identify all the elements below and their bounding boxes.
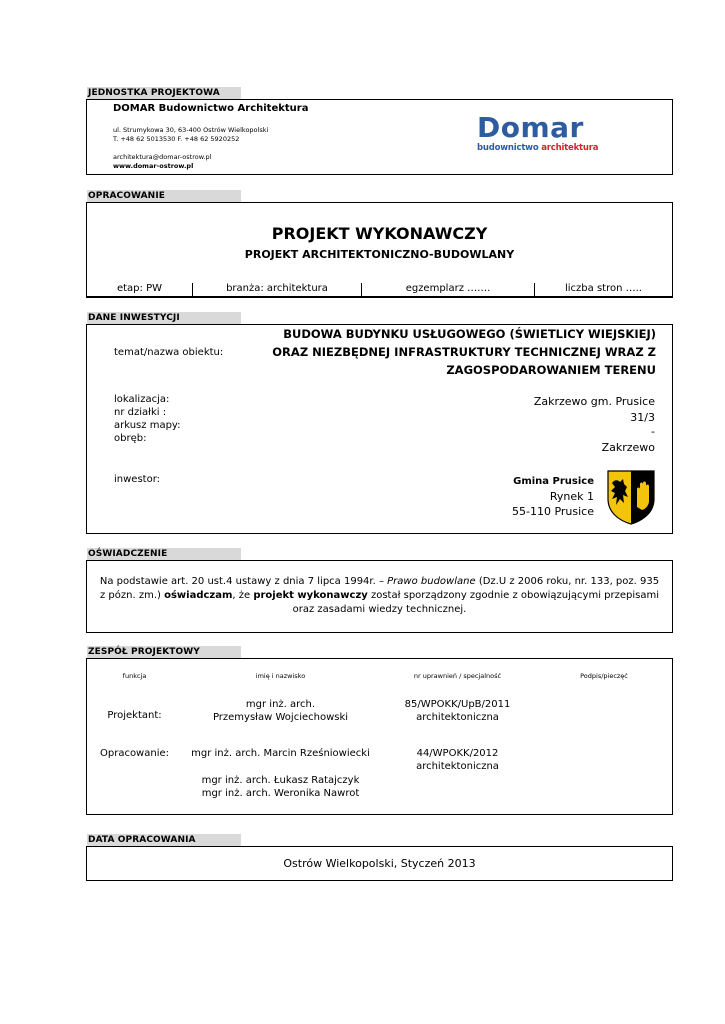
bottom-rule (87, 296, 672, 297)
section-label-unit: JEDNOSTKA PROJEKTOWA (87, 87, 241, 99)
investor-city: 55-110 Prusice (512, 505, 594, 518)
logo-sub-budownictwo: budownictwo (477, 143, 539, 153)
lokalizacja-label: lokalizacja: (114, 394, 170, 405)
investor-name: Gmina Prusice (513, 476, 594, 487)
investor-street: Rynek 1 (549, 490, 594, 503)
col-name-header: imię i nazwisko (255, 672, 306, 680)
logo-wordmark: Domar (477, 111, 584, 144)
statement-text: (Dz.U z 2006 roku, nr. 133, poz. 935 (475, 576, 660, 587)
object-line-3: ZAGOSPODAROWANIEM TERENU (446, 363, 656, 377)
project-title: PROJEKT WYKONAWCZY (271, 224, 488, 243)
project-subtitle: PROJEKT ARCHITEKTONICZNO-BUDOWLANY (244, 248, 515, 261)
projektant-label: Projektant: (107, 710, 162, 721)
team-box (86, 658, 673, 815)
statement-project: projekt wykonawczy (253, 590, 368, 601)
statement-law-name: Prawo budowlane (387, 576, 476, 587)
statement-text: , że (232, 590, 254, 601)
section-label-statement: OŚWIADCZENIE (87, 548, 241, 560)
projektant-license: 85/WPOKK/UpB/2011 (404, 699, 511, 710)
col-function-header: funkcja (122, 672, 147, 680)
investor-label: inwestor: (114, 474, 161, 485)
section-label-investment: DANE INWESTYCJI (87, 312, 241, 324)
egzemplarz: egzemplarz ……. (405, 283, 491, 294)
statement-line-1 (87, 576, 672, 587)
etap: etap: PW (116, 283, 162, 294)
projektant-specialty: architektoniczna (416, 712, 499, 723)
opracowanie-label: Opracowanie: (99, 748, 170, 759)
team-member: mgr inż. arch. Weronika Nawrot (201, 788, 360, 799)
projektant-title: mgr inż. arch. (245, 699, 316, 710)
lokalizacja-value: Zakrzewo gm. Prusice (533, 395, 655, 408)
domar-logo (477, 111, 599, 153)
col-signature-header: Podpis/pieczęć (580, 672, 628, 680)
statement-declare: oświadczam (164, 590, 233, 601)
statement-text: Na podstawie art. 20 ust.4 ustawy z dnia 7 lipca 1994r. – (99, 576, 388, 587)
col-license-header: nr uprawnień / specjalność (413, 672, 502, 680)
opracowanie-box (86, 202, 673, 298)
unit-address: ul. Strumykowa 30, 63-400 Ostrów Wielkopolski (113, 126, 269, 134)
section-label-opracowanie: OPRACOWANIE (87, 190, 241, 202)
date-value: Ostrów Wielkopolski, Styczeń 2013 (283, 857, 476, 870)
unit-name: DOMAR Budownictwo Architektura (113, 103, 309, 114)
liczba-stron: liczba stron ….. (565, 283, 642, 294)
unit-email: architektura@domar-ostrow.pl (113, 153, 212, 161)
statement-text: z pózn. zm.) (99, 590, 165, 601)
opracowanie-license: 44/WPOKK/2012 (416, 748, 499, 759)
section-label-team: ZESPÓŁ PROJEKTOWY (87, 646, 241, 658)
dzialki-value: 31/3 (630, 411, 655, 424)
date-box (86, 846, 673, 881)
investment-box (86, 324, 673, 534)
object-line-2: ORAZ NIEZBĘDNEJ INFRASTRUKTURY TECHNICZNEJ WRAZ Z (272, 345, 656, 359)
opracowanie-name: mgr inż. arch. Marcin Rześniowiecki (191, 748, 370, 759)
dzialki-label: nr działki : (114, 407, 167, 418)
branza: branża: architektura (226, 283, 328, 294)
unit-website: www.domar-ostrow.pl (113, 162, 194, 170)
object-label: temat/nazwa obiektu: (114, 347, 224, 358)
statement-line-2 (87, 590, 672, 601)
arkusz-label: arkusz mapy: (114, 420, 181, 431)
statement-text: został sporządzony zgodnie z obowiązującymi przepisami (367, 590, 659, 601)
team-member: mgr inż. arch. Łukasz Ratajczyk (201, 775, 360, 786)
unit-phone: T. +48 62 5013530 F. +48 62 5920252 (113, 135, 240, 143)
obreb-label: obręb: (114, 433, 147, 444)
object-line-1: BUDOWA BUDYNKU USŁUGOWEGO (ŚWIETLICY WIEJSKIEJ) (283, 327, 656, 341)
section-label-date: DATA OPRACOWANIA (87, 834, 241, 846)
opracowanie-specialty: architektoniczna (416, 761, 499, 772)
prusice-coat-of-arms (606, 469, 656, 525)
obreb-value: Zakrzewo (601, 441, 655, 454)
statement-box (86, 560, 673, 633)
unit-box (86, 99, 673, 175)
statement-line-3: oraz zasadami wiedzy technicznej. (292, 604, 467, 615)
logo-sub-architektura: architektura (541, 143, 599, 153)
arkusz-value: - (651, 425, 655, 438)
projektant-name: Przemysław Wojciechowski (212, 712, 349, 723)
